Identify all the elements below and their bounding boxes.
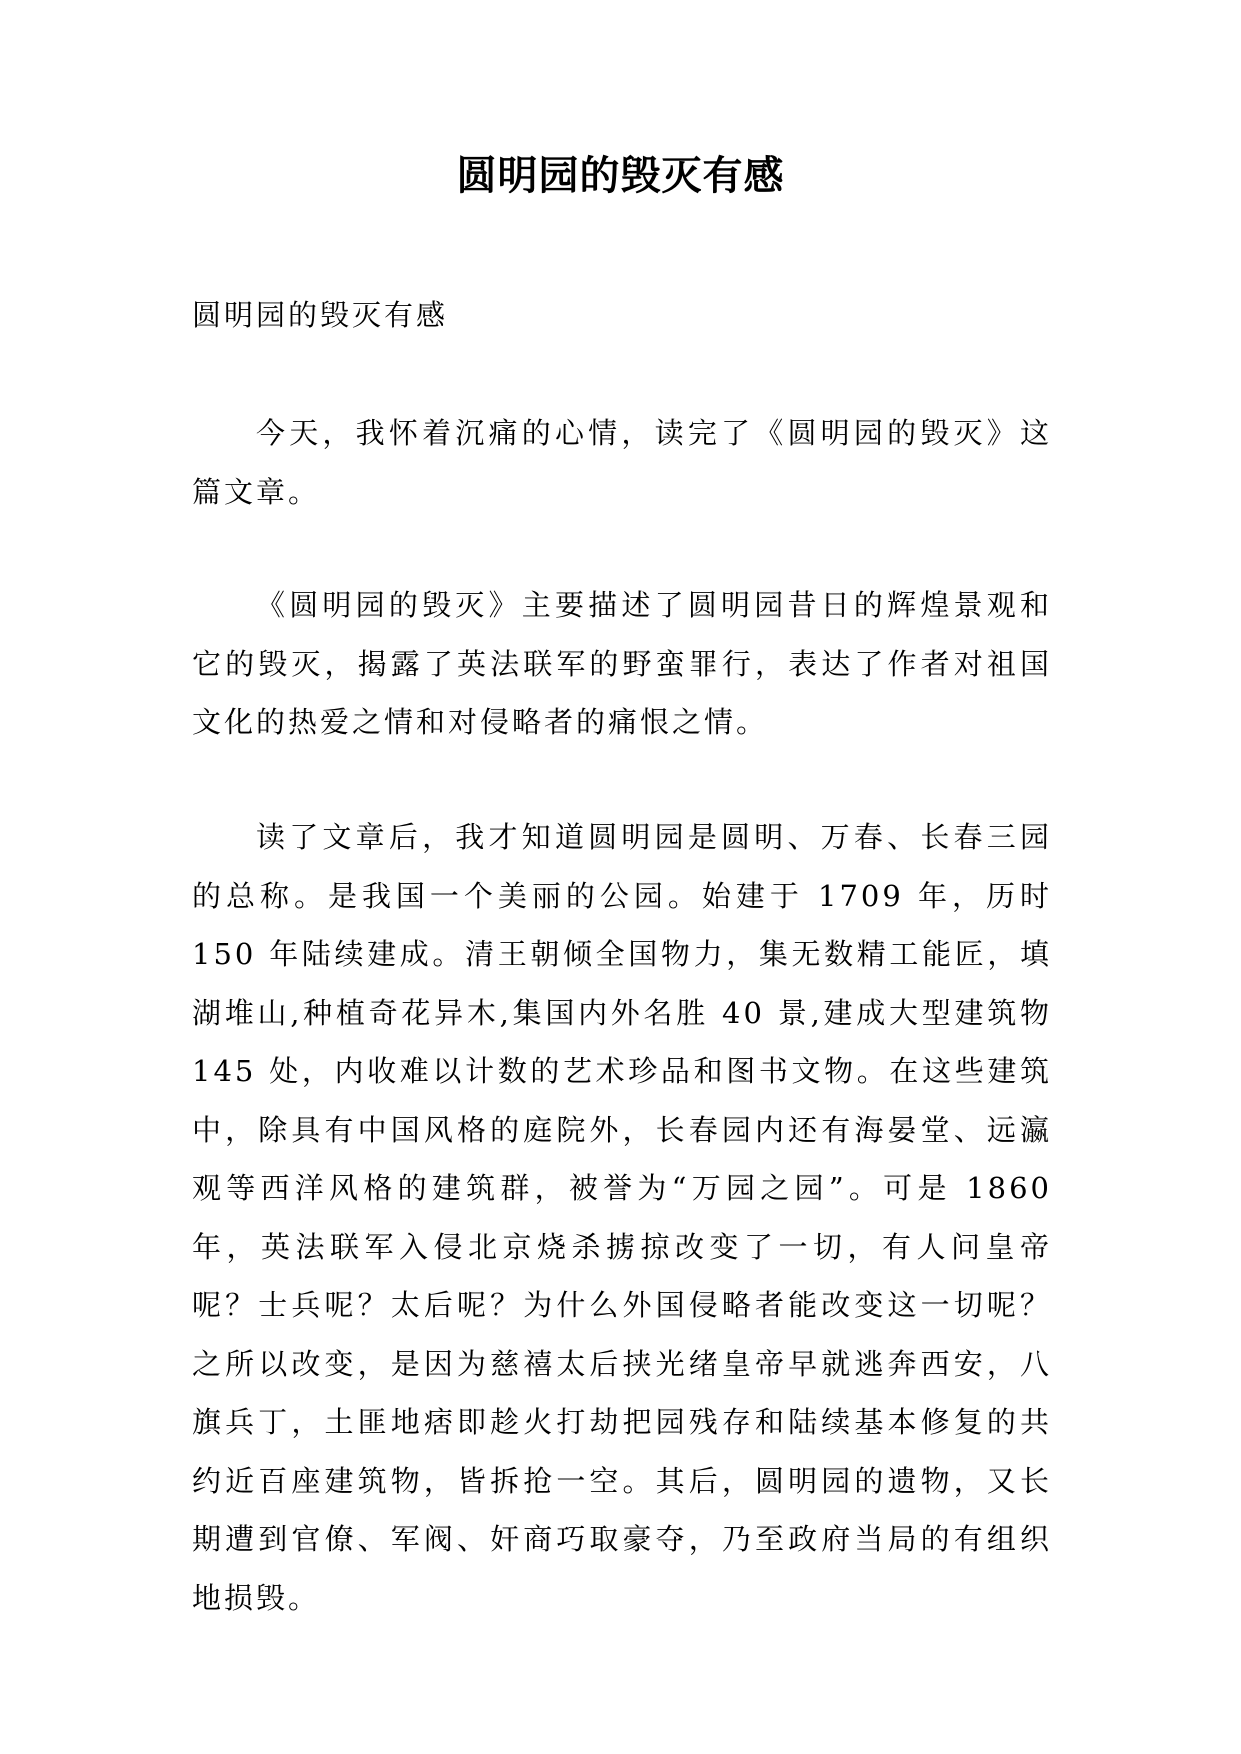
page-title: 圆明园的毁灭有感 [456,153,785,199]
paragraph-intro: 今天，我怀着沉痛的心情，读完了《圆明园的毁灭》这篇文章。 [192,416,1052,509]
document-subtitle: 圆明园的毁灭有感 [192,298,449,332]
paragraph-summary: 《圆明园的毁灭》主要描述了圆明园昔日的辉煌景观和它的毁灭，揭露了英法联军的野蛮罪行，表达了作者对祖国文化的热爱之情和对侵略者的痛恨之情。 [192,588,1052,739]
paragraph-history: 读了文章后，我才知道圆明园是圆明、万春、长春三园的总称。是我国一个美丽的公园。始建于 1709 年，历时 150 年陆续建成。清王朝倾全国物力，集无数精工能匠，填湖堆山,种植奇花异木,集国内外名胜 40 景,建成大型建筑物 145 处，内收难以计数的艺术珍品和图书文物。在这些建筑中，除具有中国风格的庭院外，长春园内还有海晏堂、远瀛观等西洋风格的建筑群，被誉为“万园之园”。可是 1860 年，英法联军入侵北京烧杀掳掠改变了一切，有人问皇帝呢？士兵呢？太后呢？为什么外国侵略者能改变这一切呢？之所以改变，是因为慈禧太后挟光绪皇帝早就逃奔西安，八旗兵丁，土匪地痞即趁火打劫把园残存和陆续基本修复的共约近百座建筑物，皆拆抢一空。其后，圆明园的遗物，又长期遭到官僚、军阀、奸商巧取豪夺，乃至政府当局的有组织地损毁。 [192,820,1052,1615]
